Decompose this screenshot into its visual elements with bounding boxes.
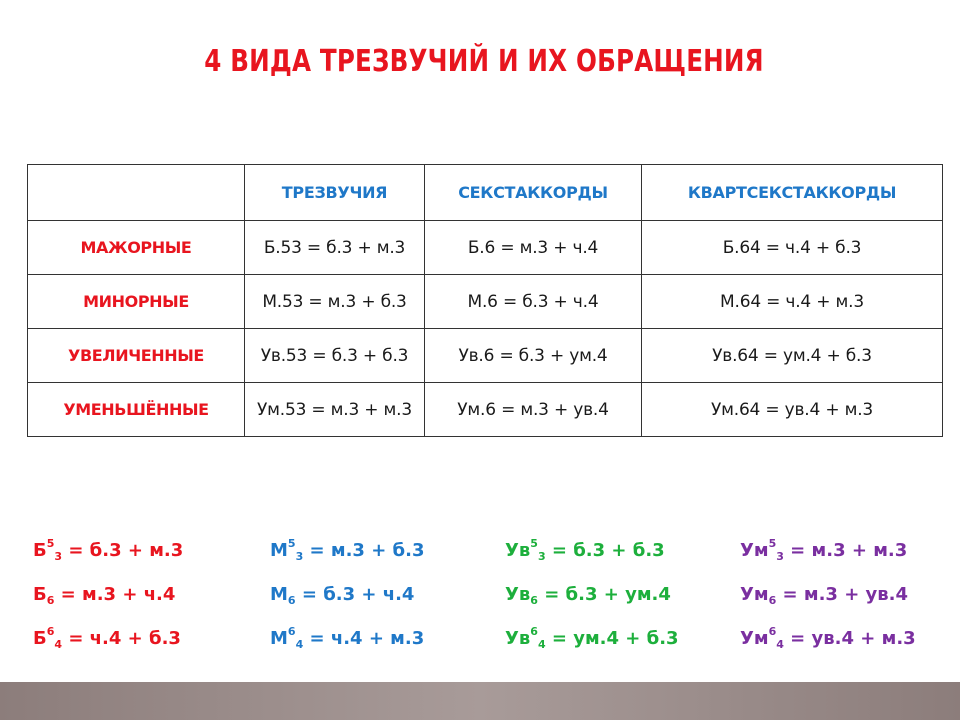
formula-sub: 6 xyxy=(768,594,777,607)
formula-sup: 6 xyxy=(530,625,538,638)
formula-rest: = ув.4 + м.3 xyxy=(783,628,916,649)
formula-sub: 6 xyxy=(530,594,538,607)
formula-base: Б xyxy=(33,540,47,561)
formula-sup: 6 xyxy=(287,625,296,638)
formula-column-augmented xyxy=(505,536,679,668)
chord-table xyxy=(27,164,943,437)
formula-base: М xyxy=(270,628,288,649)
formula-line xyxy=(505,536,679,580)
formula-rest: = б.3 + ч.4 xyxy=(295,584,415,605)
formula-sub: 6 xyxy=(287,594,296,607)
formula-line xyxy=(740,624,916,668)
formula-base: Ум xyxy=(740,584,769,605)
formula-base: Ув xyxy=(505,628,531,649)
formula-base: М xyxy=(270,540,288,561)
table-cell: Б.53 = б.3 + м.3 xyxy=(245,221,425,275)
formula-sub: 3 xyxy=(537,550,546,563)
formula-rest: = ч.4 + м.3 xyxy=(303,628,425,649)
formula-sub: 4 xyxy=(54,638,63,651)
formula-line xyxy=(270,536,424,580)
formula-column-diminished xyxy=(740,536,916,668)
formula-rest: = м.3 + б.3 xyxy=(303,540,425,561)
formula-sub: 6 xyxy=(46,594,55,607)
formula-base: Ув xyxy=(505,540,531,561)
table-cell: М.64 = ч.4 + м.3 xyxy=(642,275,943,329)
formula-line xyxy=(740,536,916,580)
formula-sup: 5 xyxy=(287,537,296,550)
table-cell: Б.6 = м.3 + ч.4 xyxy=(425,221,642,275)
formula-rest: = ч.4 + б.3 xyxy=(62,628,181,649)
row-label-major: МАЖОРНЫЕ xyxy=(28,221,245,275)
table-cell: Ув.53 = б.3 + б.3 xyxy=(245,329,425,383)
formula-line xyxy=(33,624,183,668)
formula-rest: = м.3 + м.3 xyxy=(783,540,908,561)
row-label-augmented: УВЕЛИЧЕННЫЕ xyxy=(28,329,245,383)
formula-sup: 6 xyxy=(46,625,55,638)
table-row xyxy=(28,221,943,275)
formula-sub: 3 xyxy=(776,550,784,563)
footer-bar xyxy=(0,682,960,720)
row-label-minor: МИНОРНЫЕ xyxy=(28,275,245,329)
formula-base: Ум xyxy=(740,540,769,561)
formula-rest: = б.3 + ум.4 xyxy=(537,584,671,605)
formula-line xyxy=(33,536,183,580)
formula-rest: = б.3 + б.3 xyxy=(545,540,665,561)
formula-line xyxy=(505,580,679,624)
formula-column-major xyxy=(33,536,183,668)
formula-base: Ум xyxy=(740,628,769,649)
formula-sup: 5 xyxy=(46,537,55,550)
formula-rest: = б.3 + м.3 xyxy=(62,540,184,561)
formula-sub: 4 xyxy=(776,638,784,651)
formula-sub: 4 xyxy=(295,638,304,651)
formula-base: Б xyxy=(33,584,47,605)
table-cell: Ув.64 = ум.4 + б.3 xyxy=(642,329,943,383)
table-header-row xyxy=(28,165,943,221)
formula-line xyxy=(270,624,424,668)
table-cell: Ум.64 = ув.4 + м.3 xyxy=(642,383,943,437)
row-label-diminished: УМЕНЬШЁННЫЕ xyxy=(28,383,245,437)
formula-line xyxy=(33,580,183,624)
header-triads: ТРЕЗВУЧИЯ xyxy=(245,165,425,221)
header-six-four-chords: КВАРТСЕКСТАККОРДЫ xyxy=(642,165,943,221)
formula-line xyxy=(505,624,679,668)
table-cell: М.6 = б.3 + ч.4 xyxy=(425,275,642,329)
table-row xyxy=(28,383,943,437)
formula-sub: 4 xyxy=(537,638,546,651)
formula-base: М xyxy=(270,584,288,605)
table-row xyxy=(28,329,943,383)
formula-base: Б xyxy=(33,628,47,649)
formula-sup: 5 xyxy=(768,537,777,550)
formula-line xyxy=(740,580,916,624)
formula-rest: = м.3 + ч.4 xyxy=(54,584,176,605)
table-row xyxy=(28,275,943,329)
table-cell: Б.64 = ч.4 + б.3 xyxy=(642,221,943,275)
formula-sub: 3 xyxy=(295,550,304,563)
formula-base: Ув xyxy=(505,584,531,605)
formula-column-minor xyxy=(270,536,424,668)
formula-sup: 5 xyxy=(530,537,538,550)
formula-line xyxy=(270,580,424,624)
table-cell: М.53 = м.3 + б.3 xyxy=(245,275,425,329)
formula-rest: = м.3 + ув.4 xyxy=(776,584,909,605)
table-cell: Ум.53 = м.3 + м.3 xyxy=(245,383,425,437)
formula-sup: 6 xyxy=(768,625,777,638)
header-sixth-chords: СЕКСТАККОРДЫ xyxy=(425,165,642,221)
table-cell: Ум.6 = м.3 + ув.4 xyxy=(425,383,642,437)
table-cell: Ув.6 = б.3 + ум.4 xyxy=(425,329,642,383)
formula-rest: = ум.4 + б.3 xyxy=(545,628,679,649)
formula-sub: 3 xyxy=(54,550,63,563)
table-corner-cell xyxy=(28,165,245,221)
page-title: 4 ВИДА ТРЕЗВУЧИЙ И ИХ ОБРАЩЕНИЯ xyxy=(204,44,764,79)
